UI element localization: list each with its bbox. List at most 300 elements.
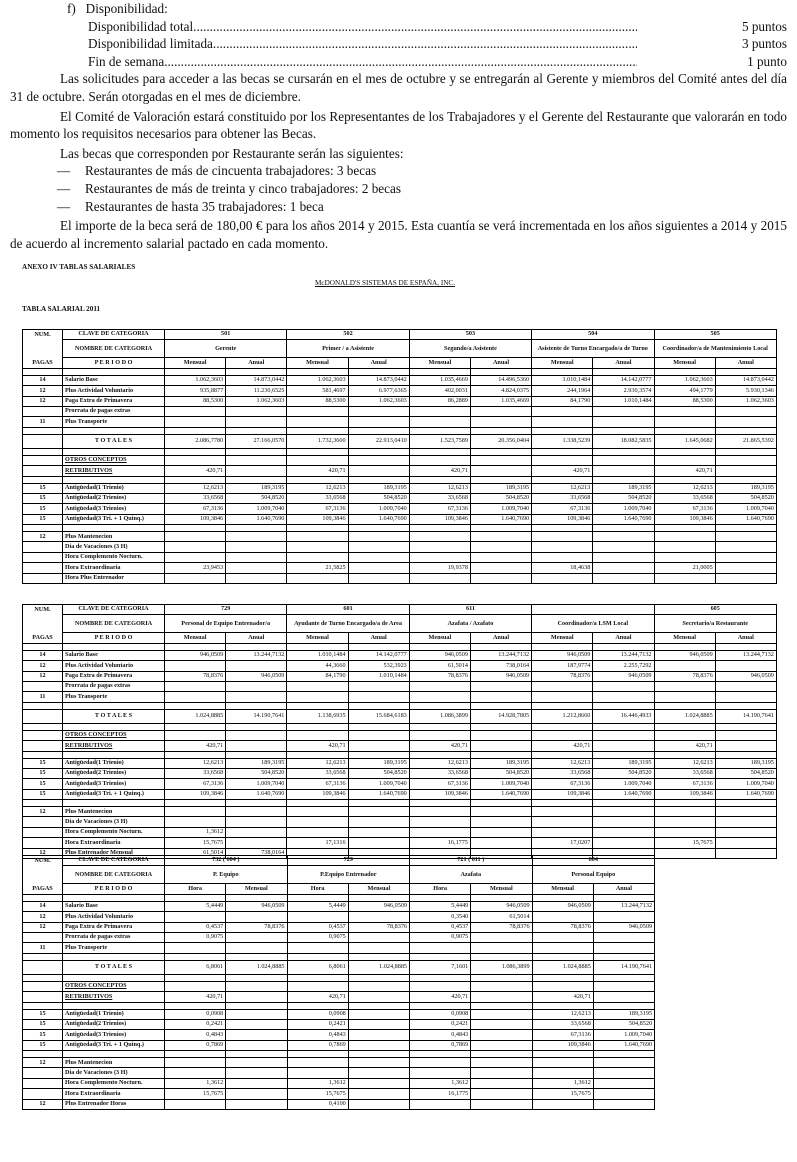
spacer-cell <box>348 1051 409 1058</box>
table-title: TABLA SALARIAL 2011 <box>22 305 101 313</box>
value-cell: 109,3846 <box>165 514 226 524</box>
spacer-cell <box>287 643 348 650</box>
value-cell: 6,8061 <box>165 960 226 974</box>
value-cell: 14.190,7641 <box>226 709 287 723</box>
spacer-cell <box>287 974 348 981</box>
spacer-cell <box>165 448 226 455</box>
value-cell: 67,3136 <box>654 504 715 514</box>
value-cell <box>715 417 776 427</box>
value-cell: 946,0509 <box>593 671 654 681</box>
value-cell <box>348 992 409 1002</box>
concept-label: Plus Mantenecion <box>63 1058 165 1068</box>
spacer-cell <box>348 427 409 434</box>
category-name: Gerente <box>165 340 287 358</box>
value-cell: 12,6213 <box>654 483 715 493</box>
value-cell: 109,3846 <box>654 514 715 524</box>
value-cell <box>348 1068 409 1078</box>
value-cell <box>715 573 776 583</box>
value-cell: 67,3136 <box>287 779 348 789</box>
category-name: Personal de Equipo Entrenador/a <box>165 615 287 633</box>
spacer-cell <box>23 525 63 532</box>
value-cell <box>165 1068 226 1078</box>
category-code: 732 ( 604 ) <box>165 856 288 866</box>
pagas-cell <box>23 932 63 942</box>
clave-header: CLAVE DE CATEGORIA <box>63 856 165 866</box>
value-cell: 738,0164 <box>470 661 531 671</box>
bullet-text: Restaurantes de más de treinta y cinco trabajadores: 2 becas <box>85 180 402 196</box>
pagas-header: PAGAS <box>23 358 63 368</box>
spacer-cell <box>409 368 470 375</box>
spacer-cell <box>532 1002 593 1009</box>
spacer-row <box>23 894 655 901</box>
spacer-cell <box>63 476 165 483</box>
value-cell <box>348 827 409 837</box>
period-label: Mensual <box>654 358 715 368</box>
value-cell <box>654 807 715 817</box>
value-cell <box>715 542 776 552</box>
concept-label: T O T A L E S <box>63 709 165 723</box>
spacer-cell <box>654 751 715 758</box>
table-row <box>23 542 777 552</box>
header-row-codes <box>23 330 777 340</box>
concept-label: OTROS CONCEPTOS <box>63 730 165 740</box>
bullet-text: Restaurantes de más de cincuenta trabajadores: 3 becas <box>85 163 377 179</box>
value-cell: 504,8520 <box>593 493 654 503</box>
value-cell: 0,0908 <box>165 1009 226 1019</box>
pagas-cell <box>23 741 63 751</box>
value-cell: 420,71 <box>287 466 348 476</box>
value-cell: 14.928,7805 <box>470 709 531 723</box>
num-header: NUM. <box>23 330 63 340</box>
table-row <box>23 1099 655 1109</box>
value-cell <box>409 817 470 827</box>
concept-label: Paga Extra de Primavera <box>63 671 165 681</box>
spacer-cell <box>165 476 226 483</box>
spacer-cell <box>409 525 470 532</box>
concept-label: Antigüedad(1 Trienio) <box>63 758 165 768</box>
concept-label: Plus Transporte <box>63 417 165 427</box>
value-cell: 0,4100 <box>287 1099 348 1109</box>
header-row-names <box>23 615 777 633</box>
category-name: P.Equipo Entrenador <box>287 866 410 884</box>
value-cell: 1.062,3603 <box>348 396 409 406</box>
table-row <box>23 661 777 671</box>
value-cell <box>226 681 287 691</box>
value-cell <box>165 692 226 702</box>
value-cell: 1.732,3600 <box>287 434 348 448</box>
concept-label: OTROS CONCEPTOS <box>63 455 165 465</box>
spacer-cell <box>23 800 63 807</box>
value-cell: 67,3136 <box>165 779 226 789</box>
table-row <box>23 375 777 385</box>
leader-dots <box>164 53 637 71</box>
value-cell <box>532 573 593 583</box>
value-cell <box>348 406 409 416</box>
concept-label: T O T A L E S <box>63 434 165 448</box>
pagas-cell <box>23 542 63 552</box>
paragraph-importe: El importe de la beca será de 180,00 € para los años 2014 y 2015. Esta cuantía se verá incrementada en los años siguientes a 2014 y 2015 de acuerdo al incremento salarial pactado en cada momento. <box>10 218 787 251</box>
pagas-cell <box>23 434 63 448</box>
value-cell <box>532 417 593 427</box>
period-label: Mensual <box>287 633 348 643</box>
value-cell <box>532 532 593 542</box>
value-cell <box>226 981 287 991</box>
value-cell <box>287 807 348 817</box>
concept-label: Prorrata de pagas extras <box>63 932 165 942</box>
table-row <box>23 932 655 942</box>
value-cell: 420,71 <box>287 741 348 751</box>
value-cell: 946,0509 <box>226 901 287 911</box>
value-cell: 1.640,7690 <box>715 514 776 524</box>
value-cell <box>226 838 287 848</box>
value-cell <box>226 466 287 476</box>
table-row <box>23 922 655 932</box>
value-cell <box>654 730 715 740</box>
spacer-cell <box>654 368 715 375</box>
value-cell <box>532 817 593 827</box>
value-cell: 0,2421 <box>287 1019 348 1029</box>
value-cell <box>471 1068 532 1078</box>
value-cell <box>348 1089 409 1099</box>
value-cell: 189,3195 <box>715 483 776 493</box>
value-cell: 109,3846 <box>532 514 593 524</box>
value-cell: 109,3846 <box>532 1040 593 1050</box>
value-cell: 33,6568 <box>532 768 593 778</box>
spacer-cell <box>63 974 165 981</box>
value-cell: 12,6213 <box>532 483 593 493</box>
value-cell <box>715 692 776 702</box>
value-cell: 0,4537 <box>410 922 471 932</box>
concept-label: Antigüedad(3 Tri. + 1 Quinq.) <box>63 789 165 799</box>
period-label: Hora <box>165 884 226 894</box>
value-cell <box>470 730 531 740</box>
value-cell: 1.086,3899 <box>471 960 532 974</box>
value-cell <box>165 1099 226 1109</box>
value-cell <box>348 532 409 542</box>
spacer-row <box>23 723 777 730</box>
spacer-cell <box>471 1002 532 1009</box>
concept-label: Dia de Vacaciones (3 H) <box>63 542 165 552</box>
value-cell <box>715 455 776 465</box>
value-cell <box>593 932 654 942</box>
spacer-row <box>23 427 777 434</box>
value-cell <box>471 932 532 942</box>
concept-label: Hora Complemento Nocturn. <box>63 1078 165 1088</box>
category-name: Primer / a Asistente <box>287 340 409 358</box>
value-cell <box>165 532 226 542</box>
value-cell: 14.873,0442 <box>348 375 409 385</box>
value-cell: 33,6568 <box>165 768 226 778</box>
value-cell: 67,3136 <box>532 504 593 514</box>
value-cell <box>409 406 470 416</box>
table-row <box>23 838 777 848</box>
value-cell: 13.244,7132 <box>593 650 654 660</box>
value-cell <box>287 912 348 922</box>
value-cell <box>226 827 287 837</box>
value-cell <box>348 466 409 476</box>
category-code: 721 ( 611 ) <box>410 856 533 866</box>
spacer-cell <box>532 723 593 730</box>
value-cell <box>470 838 531 848</box>
value-cell <box>532 981 593 991</box>
spacer-cell <box>532 800 593 807</box>
spacer-cell <box>63 894 165 901</box>
value-cell <box>226 573 287 583</box>
value-cell <box>532 1058 593 1068</box>
category-code: 611 <box>409 605 531 615</box>
value-cell: 1.640,7690 <box>593 514 654 524</box>
spacer-row <box>23 525 777 532</box>
value-cell <box>593 552 654 562</box>
value-cell <box>470 466 531 476</box>
value-cell: 1.062,3603 <box>226 396 287 406</box>
value-cell <box>532 681 593 691</box>
value-cell: 14.190,7641 <box>715 709 776 723</box>
category-code: 729 <box>165 605 287 615</box>
spacer-cell <box>348 1002 409 1009</box>
header-row-codes <box>23 605 777 615</box>
value-cell <box>287 1058 348 1068</box>
concept-label: RETRIBUTIVOS <box>63 466 165 476</box>
value-cell: 0,7869 <box>165 1040 226 1050</box>
value-cell: 1,3612 <box>165 827 226 837</box>
value-cell <box>593 1099 654 1109</box>
period-label: Mensual <box>165 358 226 368</box>
value-cell: 15.684,6183 <box>348 709 409 723</box>
num-header-spacer <box>23 615 63 633</box>
spacer-cell <box>287 751 348 758</box>
value-cell: 15,7675 <box>532 1089 593 1099</box>
value-cell: 14.496,5360 <box>470 375 531 385</box>
value-cell: 78,8376 <box>226 922 287 932</box>
value-cell <box>348 807 409 817</box>
value-cell <box>410 981 471 991</box>
value-cell <box>348 1058 409 1068</box>
spacer-cell <box>593 723 654 730</box>
spacer-cell <box>654 427 715 434</box>
spacer-cell <box>63 525 165 532</box>
value-cell: 189,3195 <box>593 483 654 493</box>
concept-label: Hora Extraordinaria <box>63 1089 165 1099</box>
value-cell: 0,7869 <box>287 1040 348 1050</box>
value-cell <box>226 1030 287 1040</box>
paragraph-comite: El Comité de Valoración estará constituido por los Representantes de los Trabajadores y el Gerente del Restaurante que valorarán en todo momento los requisitos necesarios para obtener las Becas. <box>10 108 787 142</box>
value-cell <box>470 417 531 427</box>
spacer-cell <box>715 525 776 532</box>
value-cell <box>532 943 593 953</box>
pagas-header: PAGAS <box>23 633 63 643</box>
nombre-header: NOMBRE DE CATEGORIA <box>63 340 165 358</box>
concept-label: Dia de Vacaciones (3 H) <box>63 1068 165 1078</box>
value-cell: 1.009,7040 <box>593 1030 654 1040</box>
value-cell: 1.640,7690 <box>593 1040 654 1050</box>
value-cell <box>348 542 409 552</box>
spacer-cell <box>654 525 715 532</box>
value-cell: 0,2421 <box>410 1019 471 1029</box>
spacer-cell <box>23 974 63 981</box>
spacer-cell <box>593 1051 654 1058</box>
pagas-cell <box>23 455 63 465</box>
concept-label: Salario Base <box>63 650 165 660</box>
pagas-cell <box>23 573 63 583</box>
value-cell: 14.190,7641 <box>593 960 654 974</box>
value-cell <box>532 827 593 837</box>
value-cell: 67,3136 <box>654 779 715 789</box>
concept-label: Hora Plus Entrenador <box>63 573 165 583</box>
totals-row <box>23 709 777 723</box>
value-cell <box>348 552 409 562</box>
value-cell <box>532 552 593 562</box>
header-row-codes <box>23 856 655 866</box>
spacer-cell <box>593 448 654 455</box>
pagas-cell: 15 <box>23 1030 63 1040</box>
value-cell: 11.230,6525 <box>226 386 287 396</box>
value-cell <box>409 807 470 817</box>
spacer-row <box>23 1002 655 1009</box>
salary-table-2 <box>22 604 777 859</box>
pagas-cell: 14 <box>23 375 63 385</box>
spacer-cell <box>593 368 654 375</box>
value-cell <box>226 730 287 740</box>
value-cell: 0,4843 <box>165 1030 226 1040</box>
category-name: Coordinador/a de Mantenimiento Local <box>654 340 776 358</box>
value-cell: 88,5300 <box>654 396 715 406</box>
num-header-spacer <box>23 340 63 358</box>
value-cell <box>471 1019 532 1029</box>
value-cell <box>410 1068 471 1078</box>
value-cell: 189,3195 <box>593 1009 654 1019</box>
value-cell <box>410 943 471 953</box>
value-cell: 1.024,8885 <box>165 709 226 723</box>
value-cell: 504,8520 <box>470 768 531 778</box>
spacer-row <box>23 448 777 455</box>
value-cell: 33,6568 <box>654 768 715 778</box>
concept-label: Plus Transporte <box>63 692 165 702</box>
value-cell: 1.640,7690 <box>715 789 776 799</box>
value-cell: 84,1790 <box>287 671 348 681</box>
category-code: 505 <box>654 330 776 340</box>
value-cell <box>593 1078 654 1088</box>
value-cell: 1,3612 <box>165 1078 226 1088</box>
value-cell <box>532 455 593 465</box>
period-label: Mensual <box>409 633 470 643</box>
spacer-row <box>23 953 655 960</box>
spacer-cell <box>287 723 348 730</box>
value-cell: 78,8376 <box>471 922 532 932</box>
spacer-cell <box>63 702 165 709</box>
value-cell: 109,3846 <box>165 789 226 799</box>
value-cell <box>715 848 776 858</box>
value-cell <box>715 741 776 751</box>
spacer-cell <box>226 751 287 758</box>
value-cell: 1.640,7690 <box>593 789 654 799</box>
value-cell: 23,9453 <box>165 563 226 573</box>
value-cell <box>348 741 409 751</box>
value-cell: 946,0509 <box>532 650 593 660</box>
annex-title: ANEXO IV TABLAS SALARIALES <box>22 263 136 271</box>
value-cell <box>715 807 776 817</box>
value-cell <box>654 661 715 671</box>
num-header: NUM. <box>23 856 63 866</box>
periodo-header: P E R I O D O <box>63 884 165 894</box>
value-cell: 18.082,5835 <box>593 434 654 448</box>
value-cell: 1.009,7040 <box>226 779 287 789</box>
value-cell <box>226 943 287 953</box>
table-row <box>23 504 777 514</box>
spacer-cell <box>715 476 776 483</box>
pagas-cell <box>23 827 63 837</box>
value-cell: 946,0509 <box>715 671 776 681</box>
table-row <box>23 514 777 524</box>
value-cell <box>654 848 715 858</box>
value-cell: 504,8520 <box>715 493 776 503</box>
value-cell <box>715 838 776 848</box>
table-row <box>23 1019 655 1029</box>
value-cell <box>470 563 531 573</box>
value-cell <box>470 681 531 691</box>
value-cell: 5.930,1346 <box>715 386 776 396</box>
concept-label: Antigüedad(3 Trienios) <box>63 1030 165 1040</box>
spacer-cell <box>226 1002 287 1009</box>
value-cell: 15,7675 <box>165 1089 226 1099</box>
value-cell: 67,3136 <box>409 779 470 789</box>
table-row <box>23 1040 655 1050</box>
table-row <box>23 563 777 573</box>
spacer-cell <box>287 894 348 901</box>
concept-label: Plus Actividad Voluntario <box>63 661 165 671</box>
value-cell: 61,5014 <box>409 661 470 671</box>
spacer-cell <box>715 723 776 730</box>
value-cell: 78,8376 <box>654 671 715 681</box>
period-label: Anual <box>593 884 654 894</box>
value-cell <box>654 827 715 837</box>
concept-label: Hora Complemento Nocturn. <box>63 552 165 562</box>
concept-label: Paga Extra de Primavera <box>63 922 165 932</box>
value-cell <box>471 981 532 991</box>
value-cell <box>348 573 409 583</box>
avail-label: Fin de semana <box>88 53 165 69</box>
value-cell <box>409 692 470 702</box>
value-cell <box>532 1099 593 1109</box>
bullet-item <box>10 180 787 198</box>
pagas-cell: 12 <box>23 386 63 396</box>
value-cell <box>470 542 531 552</box>
avail-row <box>10 53 787 71</box>
spacer-cell <box>165 1051 226 1058</box>
value-cell: 14.873,0442 <box>715 375 776 385</box>
value-cell <box>287 542 348 552</box>
spacer-cell <box>348 448 409 455</box>
value-cell <box>593 455 654 465</box>
spacer-cell <box>165 525 226 532</box>
value-cell <box>471 943 532 953</box>
pagas-cell <box>23 406 63 416</box>
value-cell: 78,8376 <box>532 671 593 681</box>
spacer-cell <box>532 894 593 901</box>
concept-label: Plus Actividad Voluntario <box>63 386 165 396</box>
spacer-cell <box>593 751 654 758</box>
spacer-cell <box>348 702 409 709</box>
spacer-cell <box>470 723 531 730</box>
spacer-cell <box>470 643 531 650</box>
value-cell: 0,7869 <box>410 1040 471 1050</box>
spacer-cell <box>23 1051 63 1058</box>
period-label: Anual <box>715 633 776 643</box>
value-cell <box>593 981 654 991</box>
concept-label: Plus Mantenecion <box>63 532 165 542</box>
value-cell: 14.873,0442 <box>226 375 287 385</box>
value-cell: 504,8520 <box>593 768 654 778</box>
